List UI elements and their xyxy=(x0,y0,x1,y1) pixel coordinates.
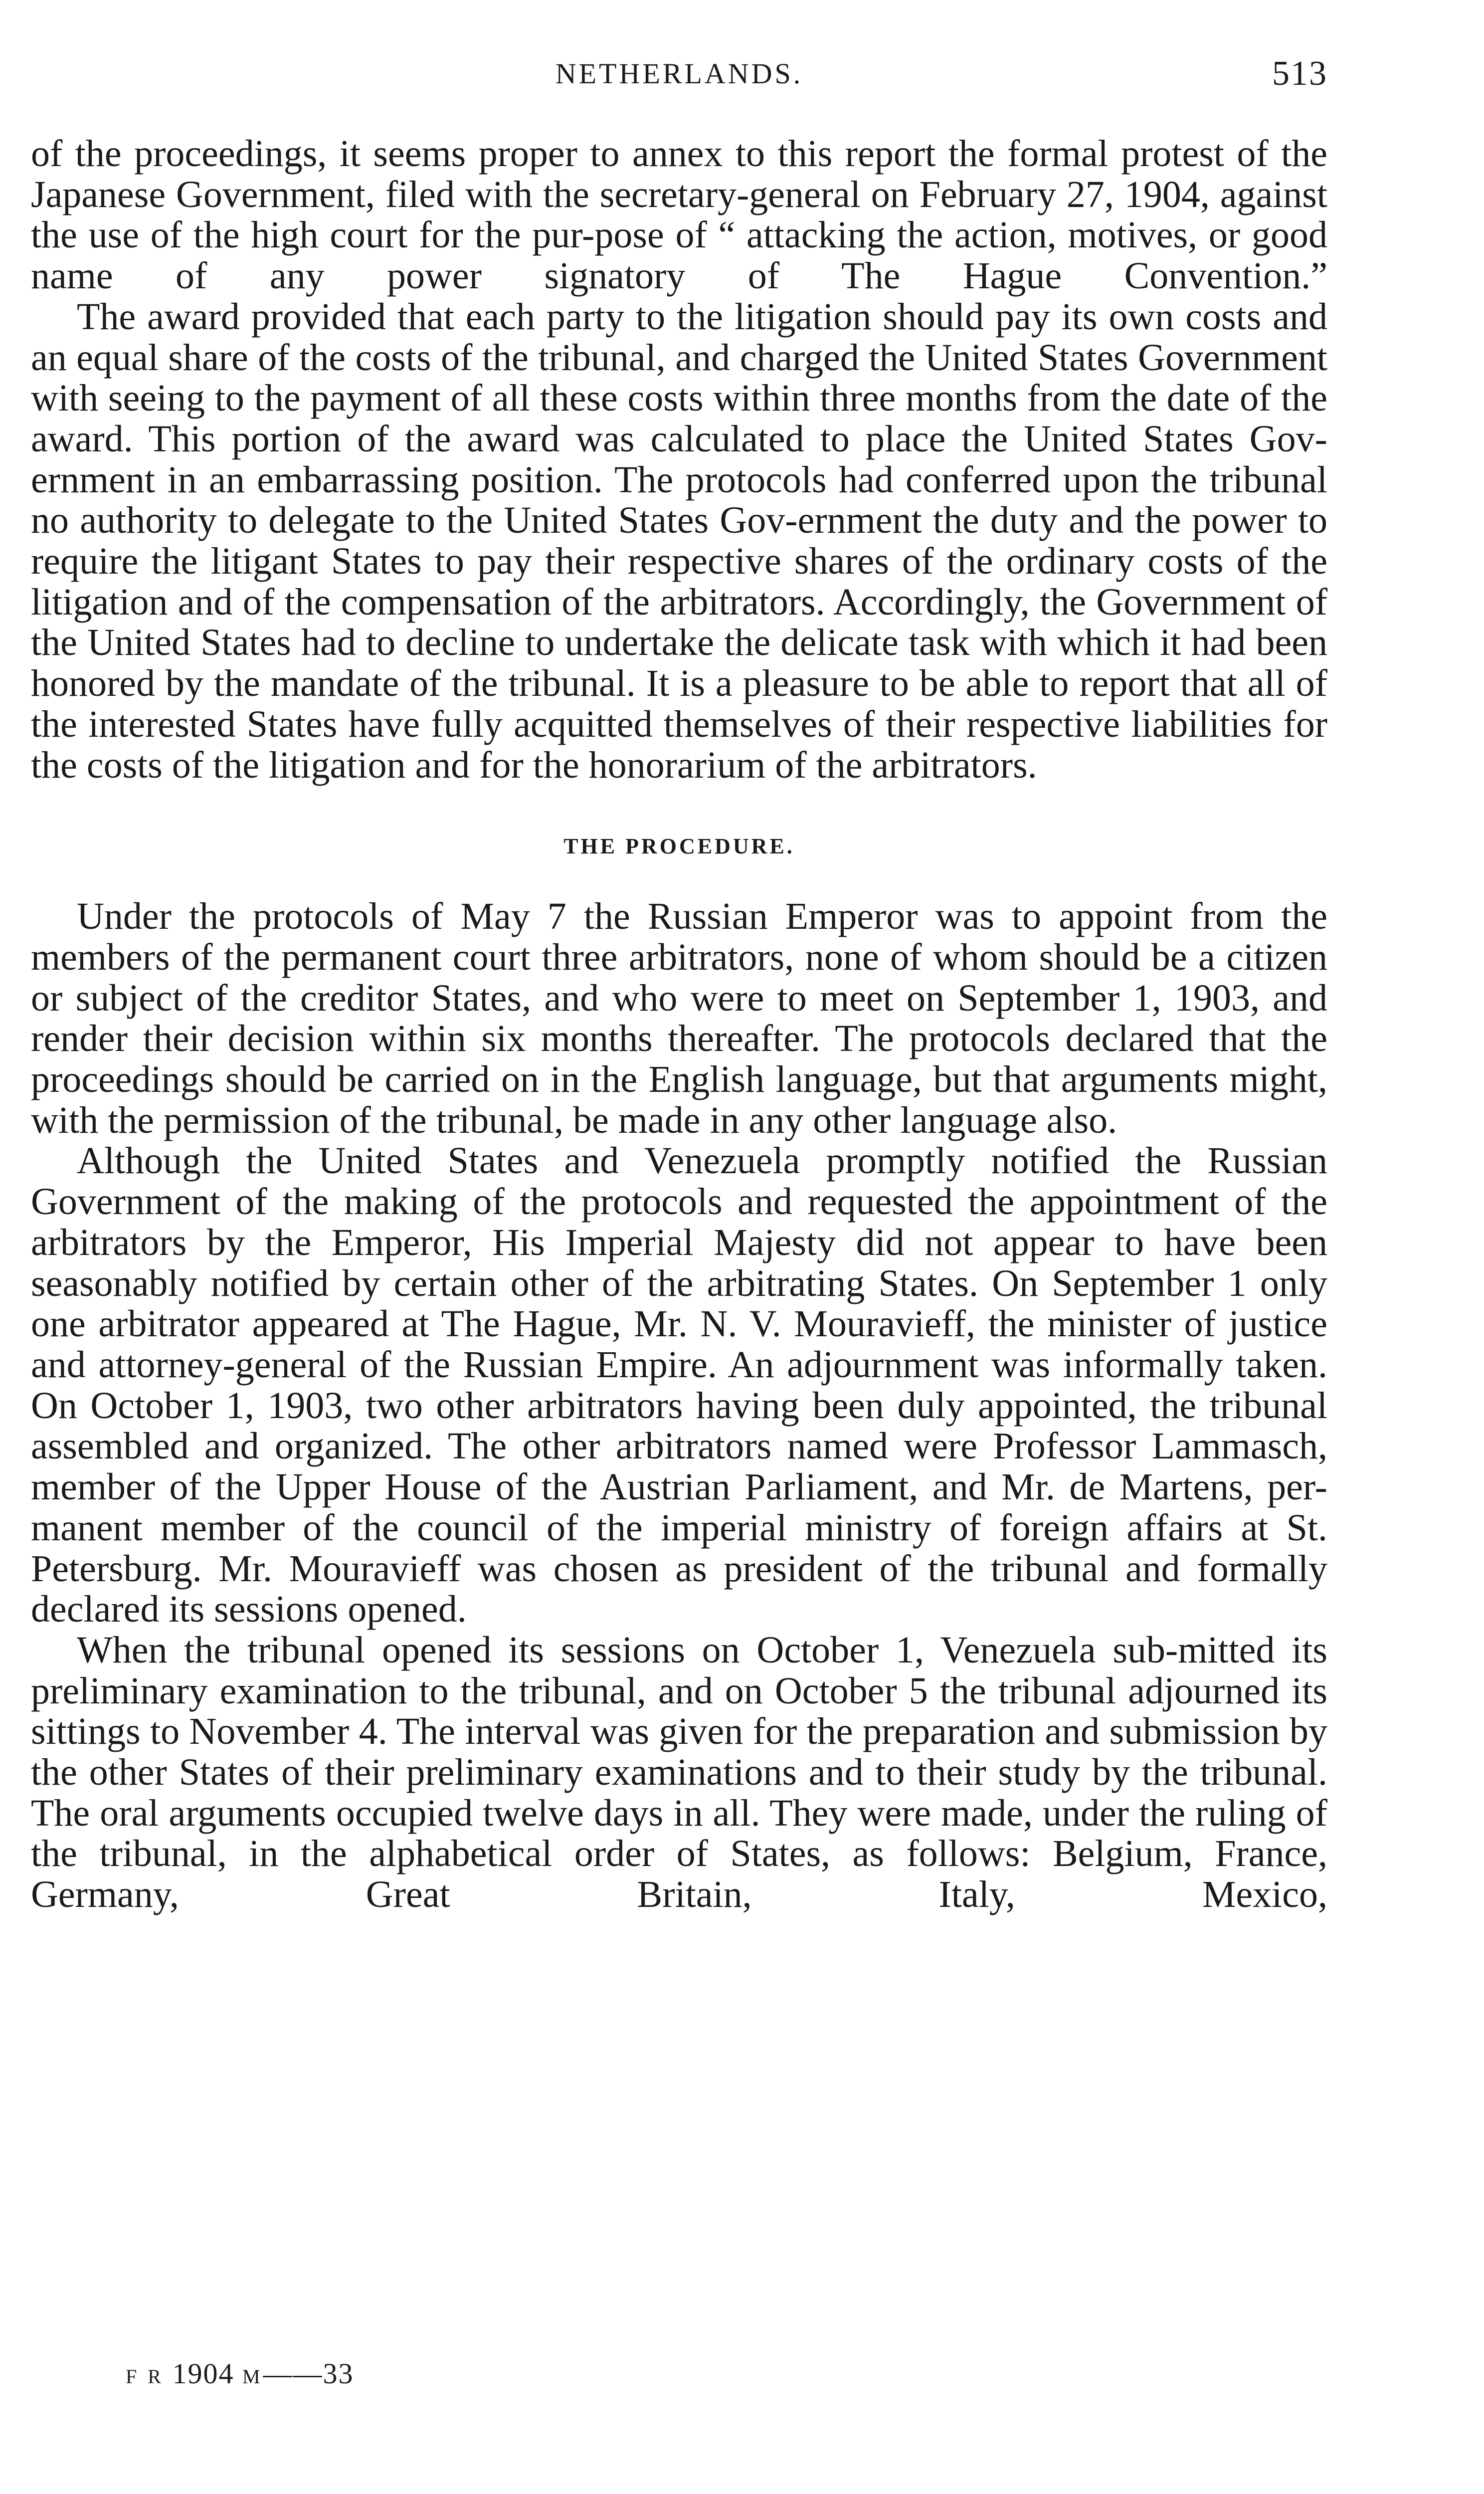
text-line: charged the United States Government with seeing to the payment of xyxy=(31,336,1328,419)
text-line: fully acquitted themselves of their respective liabilities for the costs xyxy=(31,703,1328,786)
text-line: the tribunal adjourned its sittings to November 4. The interval was xyxy=(31,1669,1327,1753)
paragraph-protest xyxy=(31,134,1327,297)
text-line: preliminary examinations and to their study by the tribunal. The xyxy=(31,1751,1327,1834)
text-line: language also. xyxy=(900,1099,1117,1141)
paragraph-protocols xyxy=(31,896,1327,1141)
text-line: follows: Belgium, France, Germany, Great Britain, Italy, Mexico, xyxy=(31,1833,1327,1916)
text-line: the appointment of the arbitrators by the Emperor, His Imperial xyxy=(31,1181,1327,1263)
text-line: ernment the duty and the power to require the litigant States to pay xyxy=(31,499,1327,583)
text-line: other of the arbitrating States. On September 1 only one arbitrator xyxy=(31,1262,1327,1345)
text-line: from the members of the permanent court three arbitrators, none of xyxy=(31,895,1327,978)
text-line: on February 27, 1904, against the use of the high court for the pur- xyxy=(31,173,1328,256)
page-header xyxy=(31,54,1327,99)
text-line: with which it had been honored by the mandate of the tribunal. It xyxy=(31,622,1327,705)
text-line: whom should be a citizen or subject of the creditor States, and who xyxy=(31,936,1327,1019)
text-line: pose of “ attacking the action, motives, or good name of any power xyxy=(31,214,1327,297)
page-number: 513 xyxy=(1272,54,1327,93)
text-line: might, with the permission of the tribunal, be made in any other xyxy=(31,1058,1327,1141)
running-head: NETHERLANDS. xyxy=(555,57,803,90)
text-line: of the proceedings, it seems proper to annex to this report the formal xyxy=(31,133,1121,175)
paragraph-award-costs xyxy=(31,297,1327,786)
text-line: six months thereafter. The protocols declared that the proceedings xyxy=(31,1018,1328,1101)
text-line: The award provided that each party to the litigation should pay xyxy=(77,295,1062,338)
text-line: affairs at St. Petersburg. Mr. Mouravieff was chosen as president of xyxy=(31,1506,1327,1590)
text-line: is a pleasure to be able to report that all of the interested States have xyxy=(31,662,1327,745)
signature-dash: —— xyxy=(263,2357,323,2390)
text-line: manent member of the council of the imperial ministry of foreign xyxy=(31,1506,1127,1549)
text-line: portion of the award was calculated to place the United States Gov- xyxy=(231,417,1327,460)
text-line: of the litigation and for the honorarium of the arbitrators. xyxy=(172,744,1037,786)
text-line: Although the United States and Venezuela promptly notified the xyxy=(77,1140,1208,1182)
signature-number: 33 xyxy=(323,2357,354,2390)
text-line: Upper House of the Austrian Parliament, and Mr. de Martens, per- xyxy=(275,1466,1327,1508)
section-heading: THE PROCEDURE. xyxy=(563,834,795,859)
text-line: the tribunal and formally declared its sessions opened. xyxy=(31,1547,1327,1631)
text-line: signatory of The Hague Convention.” xyxy=(544,255,1327,297)
text-line: their respective shares of the ordinary costs of the litigation and of xyxy=(31,540,1327,623)
text-line: Majesty did not appear to have been seasonably notified by certain xyxy=(31,1221,1327,1304)
paragraph-appointment xyxy=(31,1141,1327,1630)
body-text xyxy=(31,134,1327,1915)
text-line: mitted its preliminary examination to the tribunal, and on October 5 xyxy=(31,1629,1327,1712)
text-line: upon the tribunal no authority to delegate to the United States Gov- xyxy=(31,458,1327,542)
text-line: its own costs and an equal share of the costs of the tribunal, and xyxy=(31,295,1327,379)
text-line: informally taken. On October 1, 1903, two other arbitrators having xyxy=(31,1343,1328,1427)
text-line: appeared at The Hague, Mr. N. V. Mouravieff, the minister of justice xyxy=(252,1303,1328,1345)
text-line: were to meet on September 1, 1903, and render their decision within xyxy=(31,977,1327,1060)
text-line: the ruling of the tribunal, in the alphabetical order of States, as xyxy=(31,1792,1327,1875)
text-line: oral arguments occupied twelve days in all. They were made, under xyxy=(100,1792,1139,1834)
text-line: other arbitrators named were Professor Lammasch, member of the xyxy=(31,1425,1328,1508)
text-line: When the tribunal opened its sessions on October 1, Venezuela sub- xyxy=(77,1629,1178,1671)
text-line: given for the preparation and submission by the other States of their xyxy=(31,1710,1327,1794)
text-line: and attorney-general of the Russian Empire. An adjournment was xyxy=(31,1343,1063,1386)
text-line: ernment in an embarrassing position. The protocols had conferred xyxy=(31,458,1063,501)
text-line: been duly appointed, the tribunal assembled and organized. The xyxy=(31,1384,1327,1467)
paragraph-sessions xyxy=(31,1630,1327,1915)
text-line: of the United States had to decline to undertake the delicate task xyxy=(31,581,1327,664)
text-line: protest of the Japanese Government, filed with the secretary-general xyxy=(31,133,1327,215)
signature-prefix: F R xyxy=(126,2365,164,2388)
text-line: should be carried on in the English language, but that arguments xyxy=(225,1058,1230,1101)
text-line: all these costs within three months from the date of the award. This xyxy=(31,377,1327,460)
signature-mark: M xyxy=(242,2365,263,2388)
printer-signature xyxy=(126,2357,354,2390)
signature-year: 1904 xyxy=(172,2357,234,2390)
text-line: Russian Government of the making of the protocols and requested xyxy=(31,1140,1327,1223)
text-line: the compensation of the arbitrators. Accordingly, the Government xyxy=(284,581,1296,623)
document-page xyxy=(31,0,1327,2494)
text-line: Under the protocols of May 7 the Russian Emperor was to appoint xyxy=(77,895,1190,938)
